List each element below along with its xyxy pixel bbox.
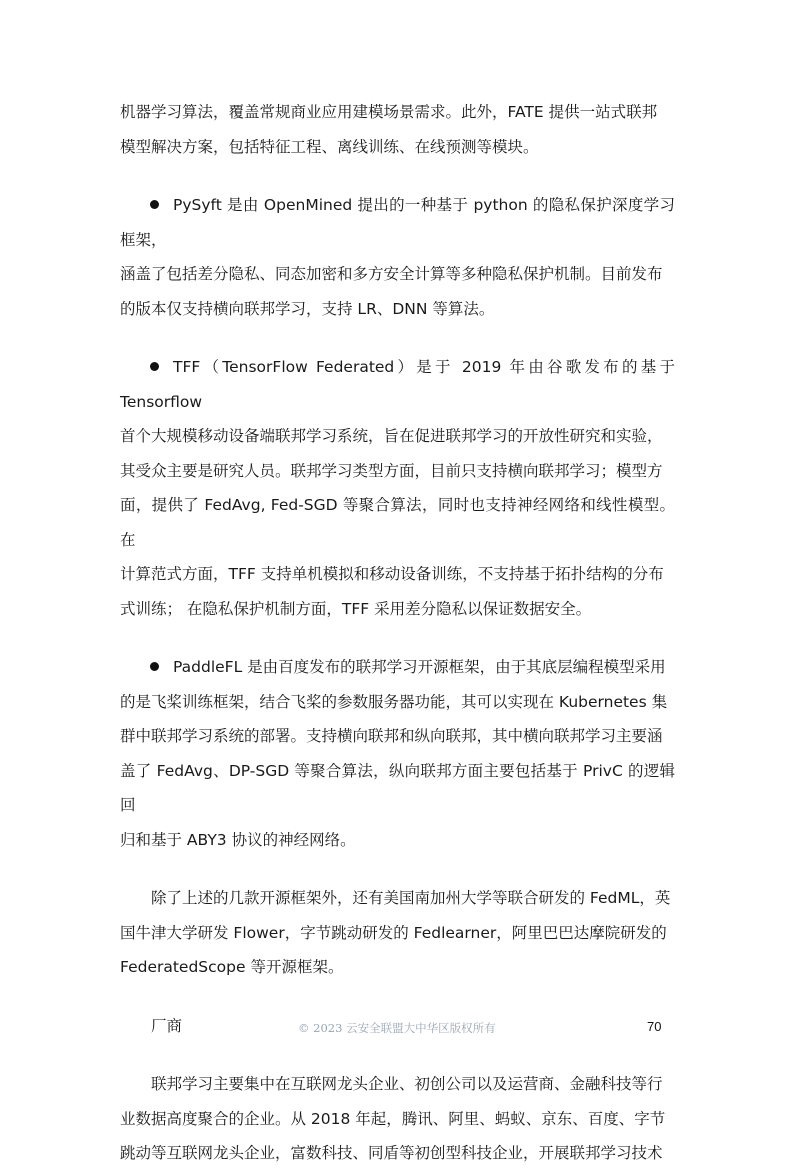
paragraph-other-frameworks [120, 881, 675, 985]
paragraph-vendors-first-line: 联邦学习主要集中在互联网龙头企业、初创公司以及运营商、金融科技等行 [151, 1075, 663, 1093]
paragraph-vendors [120, 1067, 675, 1171]
bullet-pysyft-first-line: PySyft 是由 OpenMined 提出的一种基于 python 的隐私保护深度学习框架， [120, 196, 675, 249]
paragraph-other-frameworks-first-line: 除了上述的几款开源框架外，还有美国南加州大学等联合研发的 FedML，英 [151, 889, 671, 907]
spacer [120, 626, 675, 650]
spacer [120, 985, 675, 1009]
bullet-tff-first-line: TFF（TensorFlow Federated）是于 2019 年由谷歌发布的基于 Tensorflow [120, 358, 675, 411]
paragraph-vendors-text: 业数据高度聚合的企业。从 2018 年起，腾讯、阿里、蚂蚁、京东、百度、字节 跳动等互联网龙头企业，富数科技、同盾等初创型科技企业，开展联邦学习技术 [120, 1109, 666, 1162]
bullet-icon [150, 200, 159, 209]
bullet-icon [150, 662, 159, 671]
spacer [120, 1043, 675, 1067]
bullet-paddlefl-text: 的是飞桨训练框架，结合飞桨的参数服务器功能，其可以实现在 Kubernetes 集 群中联邦学习系统的部署。支持横向联邦和纵向联邦，其中横向联邦学习主要涵 盖了 FedAvg、DP-SGD 等聚合算法，纵向联邦方面主要包括基于 PrivC 的逻辑回 归和基于 ABY3 协议的神经网络。 [120, 692, 675, 849]
section-heading-vendors: 厂商 [151, 1016, 183, 1035]
bullet-paddlefl-first-line: PaddleFL 是由百度发布的联邦学习开源框架，由于其底层编程模型采用 [173, 658, 666, 676]
page-number: 70 [647, 1019, 662, 1034]
paragraph-other-frameworks-text: 国牛津大学研发 Flower，字节跳动研发的 Fedlearner，阿里巴巴达摩院研发的 FederatedScope 等开源框架。 [120, 923, 667, 976]
bullet-tff-text: 首个大规模移动设备端联邦学习系统，旨在促进联邦学习的开放性研究和实验， 其受众主要是研究人员。联邦学习类型方面，目前只支持横向联邦学习；模型方 面，提供了 FedAvg, Fed-SGD 等聚合算法，同时也支持神经网络和线性模型。在 计算范式方面，TFF 支持单机模拟和移动设备训练，不支持基于拓扑结构的分布 式训练； 在隐私保护机制方面，TFF 采用差分隐私以保证数据安全。 [120, 427, 675, 618]
page-footer [0, 1020, 793, 1040]
spacer [120, 164, 675, 188]
bullet-item-paddlefl [120, 650, 675, 857]
bullet-icon [150, 362, 159, 371]
bullet-item-pysyft [120, 188, 675, 326]
document-body [120, 95, 675, 1171]
copyright-notice: © 2023 云安全联盟大中华区版权所有 [298, 1021, 496, 1035]
paragraph-fate-continued: 机器学习算法，覆盖常规商业应用建模场景需求。此外，FATE 提供一站式联邦 模型解决方案，包括特征工程、离线训练、在线预测等模块。 [120, 103, 658, 156]
spacer [120, 857, 675, 881]
bullet-pysyft-text: 涵盖了包括差分隐私、同态加密和多方安全计算等多种隐私保护机制。目前发布 的版本仅支持横向联邦学习，支持 LR、DNN 等算法。 [120, 265, 663, 318]
bullet-item-tff [120, 350, 675, 626]
spacer [120, 326, 675, 350]
